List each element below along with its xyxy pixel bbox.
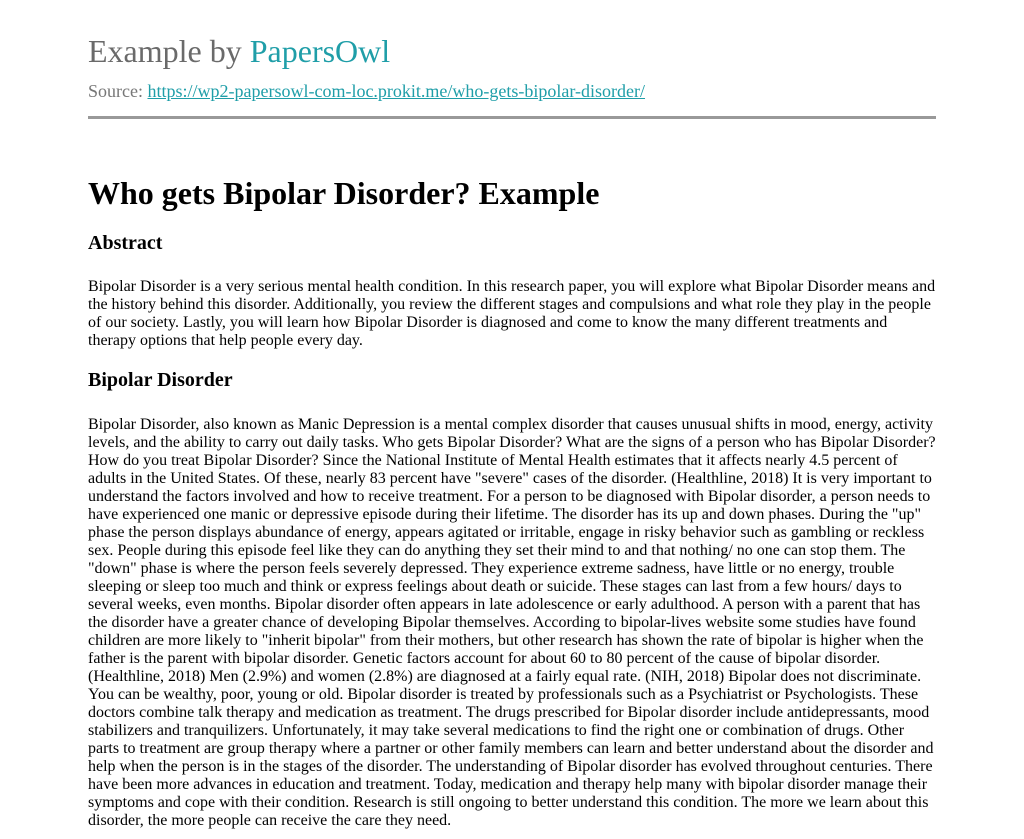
- section-body-abstract: Bipolar Disorder is a very serious mental health condition. In this research paper, you will explore what Bipolar Disorder means and the history behind this disorder. Additionally, you review the different stages and compulsions and what role they play in the people of our society. Lastly, you will learn how Bipolar Disorder is diagnosed and come to know the many different treatments and therapy options that help people every day.: [88, 278, 936, 349]
- article-title: Who gets Bipolar Disorder? Example: [88, 175, 600, 211]
- section-body-bipolar-disorder: Bipolar Disorder, also known as Manic Depression is a mental complex disorder that causes unusual shifts in mood, energy, activity levels, and the ability to carry out daily tasks. Who gets Bipolar Disorder? What are the signs of a person who has Bipolar Disorder? How do you treat Bipolar Disorder? Since the National Institute of Mental Health estimates that it affects nearly 4.5 percent of adults in the United States. Of these, nearly 83 percent have "severe" cases of the disorder. (Healthline, 2018) It is very important to understand the factors involved and how to receive treatment. For a person to be diagnosed with Bipolar disorder, a person needs to have experienced one manic or depressive episode during their lifetime. The disorder has its up and down phases. During the "up" phase the person displays abundance of energy, appears agitated or irritable, engage in risky behavior such as gambling or reckless sex. People during this episode feel like they can do anything they set their mind to and that nothing/ no one can stop them. The "down" phase is where the person feels severely depressed. They experience extreme sadness, have little or no energy, trouble sleeping or sleep too much and think or express feelings about death or suicide. These stages can last from a few hours/ days to several weeks, even months. Bipolar disorder often appears in late adolescence or early adulthood. A person with a parent that has the disorder have a greater chance of developing Bipolar themselves. According to bipolar-lives website some studies have found children are more likely to "inherit bipolar" from their mothers, but other research has shown the rate of bipolar is higher when the father is the parent with bipolar disorder. Genetic factors account for about 60 to 80 percent of the cause of bipolar disorder. (Healthline, 2018) Men (2.9%) and women (2.8%) are diagnosed at a fairly equal rate. (NIH, 2018) Bipolar does not discriminate. You can be wealthy, poor, young or old. Bipolar disorder is treated by professionals such as a Psychiatrist or Psychologists. These doctors combine talk therapy and medication as treatment. The drugs prescribed for Bipolar disorder include antidepressants, mood stabilizers and tranquilizers. Unfortunately, it may take several medications to find the right one or combination of drugs. Other parts to treatment are group therapy where a partner or other family members can learn and better understand about the disorder and help when the person is in the stages of the disorder. The understanding of Bipolar disorder has evolved throughout centuries. There have been more advances in education and treatment. Today, medication and therapy help many with bipolar disorder manage their symptoms and cope with their condition. Research is still ongoing to better understand this condition. The more we learn about this disorder, the more people can receive the care they need.: [88, 416, 936, 829]
- section-heading-abstract: Abstract: [88, 232, 163, 254]
- brand-prefix: Example by: [88, 33, 250, 69]
- brand-name: PapersOwl: [249, 33, 391, 69]
- source-link[interactable]: https://wp2-papersowl-com-loc.prokit.me/who-gets-bipolar-disorder/: [147, 81, 646, 101]
- source-line: [88, 80, 936, 102]
- brand-header: [88, 32, 936, 70]
- header-divider: [88, 116, 936, 119]
- source-label: Source:: [88, 81, 148, 101]
- document-page: [88, 0, 936, 830]
- section-heading-bipolar-disorder: Bipolar Disorder: [88, 369, 233, 391]
